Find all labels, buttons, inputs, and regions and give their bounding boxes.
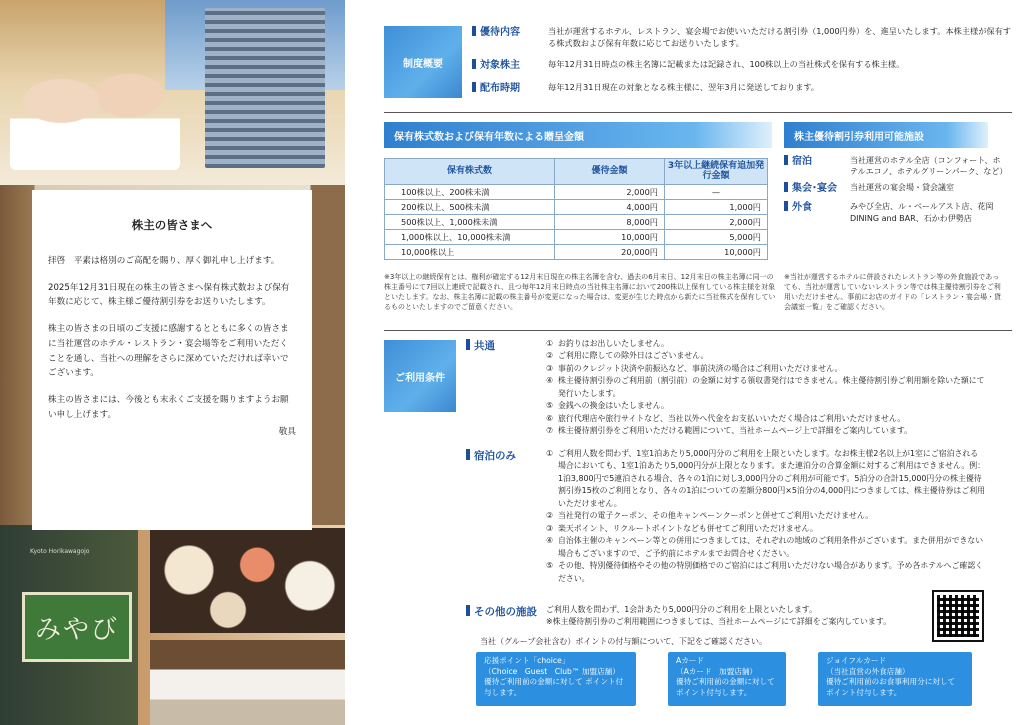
item-number: ⑤ [546,561,554,571]
table-cell: 100株以上、200株未満 [385,185,555,200]
item-number: ② [546,511,554,521]
overview-row-eligible [472,59,1012,74]
table-row [385,215,768,230]
table-cell: 10,000円 [555,230,665,245]
item-number: ③ [546,363,554,373]
miyabi-sign-text: みやび [34,614,119,645]
item-text: 楽天ポイント、リクルートポイントなども併せてご利用いただけません。 [558,523,818,533]
table-row [385,230,768,245]
table-cell: 5,000円 [665,230,768,245]
item-number: ⑦ [546,426,554,436]
item-number: ⑤ [546,401,554,411]
hotel-room-photo [150,640,345,725]
facility-text: 当社運営の宴会場・貸会議室 [850,183,954,193]
hotel-family-photo [0,0,345,185]
point-box-body: 優待ご利用前のお食事利用分に対して ポイント付与します。 [826,677,956,697]
hotel-building-photo [205,8,325,168]
overview-label: 優待内容 [472,26,536,50]
point-box-body: 優待ご利用前の金額に対して ポイント付与します。 [676,677,775,697]
overview-text: 毎年12月31日現在の対象となる株主様に、翌年3月に発送しております。 [548,82,820,93]
item-number: ① [546,339,554,348]
letter-greeting: 拝啓 平素は格別のご高配を賜り、厚く御礼申し上げます。 [48,255,280,266]
overview-label: 対象株主 [472,59,536,74]
table-cell: — [665,185,768,200]
point-box-title: 応援ポイント「choice」 [484,656,570,665]
item-text: 株主優待割引券のご利用前（割引前）の金額に対する領収書発行はできません。株主優待割引券ご利用額を除いた額にて発行いたします。 [558,376,985,398]
overview-tile: 制度概要 [384,26,462,98]
table-cell: 1,000株以上、10,000株未満 [385,230,555,245]
item-number: ② [546,351,554,361]
list-item [546,425,986,437]
table-header: 優待金額 [555,159,665,185]
item-text: 当社発行の電子クーポン、その他キャンペーンクーポンと併せてご利用いただけません。 [558,511,874,521]
facility-label: 外食 [784,201,848,223]
conditions-tile: ご利用条件 [384,340,456,412]
point-box-title: Aカード [676,656,704,665]
item-text: 自治体主催のキャンペーン等との併用につきましては、それぞれの地域のご利用条件がございます。また併用ができない場合もございますので、ご予約前にホテルまでお問合せください。 [558,536,984,558]
facilities-note: ※当社が運営するホテルに併設されたレストラン等の外食施設であっても、当社が運営していないレストラン等では株主優待割引券をご利用いただけません。事前にお店のガイドの「レストラン・宴会場・貸会議室一覧」をご確認ください。 [784,273,1001,312]
other-facilities-label: その他の施設 [466,604,537,619]
point-box-subtitle: （Aカード 加盟店舗） [676,666,758,676]
letter-closing: 敬具 [278,426,296,437]
list-item [546,523,986,535]
list-item [546,560,986,585]
letter-paragraph-4: 株主の皆さまには、今後とも末永くご支援を賜りますようお願い申し上げます。 [48,395,289,421]
point-box-title: ジョイフルカード [826,656,887,665]
item-text: ご利用に際しての除外日はございません。 [558,351,709,361]
table-row [385,200,768,215]
table-row [385,185,768,200]
facility-row-stay [784,155,1008,177]
other-facilities-text [546,604,926,629]
facility-row-banquet [784,182,1004,196]
section-divider [384,330,1012,331]
table-cell: 2,000円 [665,215,768,230]
facility-text: 当社運営のホテル全店（コンフォート、ホテルエコノ、ホテルグリーンパーク、など） [850,156,1008,177]
amount-note: ※3年以上の継続保有とは、権利が確定する12月末日現在の株主名簿を含む、過去の6月末日、12月末日の株主名簿に同一の株主番号にて7回以上連続で記載され、且つ毎年12月末日時点の当社株主名簿において200株以上保有している株主様を対象といたします。なお、株主名簿に記載の株主番号が変更になった場合は、変更が生じた時点から新たに当社株式を保有しているものといたしますのでご留意ください。 [384,273,776,312]
choice-points-box [476,652,636,706]
overview-text: 毎年12月31日時点の株主名簿に記載または記録され、100株以上の当社株式を保有する株主様。 [548,58,905,69]
item-text: 金銭への換金はいたしません。 [558,401,669,411]
facility-label: 集会･宴会 [784,182,848,196]
overview-text: 当社が運営するホテル、レストラン、宴会場でお使いいただける割引券（1,000円券）を、進呈いたします。本株主様が保有する株式数および保有年数に応じてお送りいたします。 [548,26,1011,48]
point-box-subtitle: （当社直営の外食店舗） [826,666,910,676]
overview-row-benefit [472,26,1012,50]
item-text: 事前のクレジット決済や前振込など、事前決済の場合はご利用いただけません。 [558,363,843,373]
japanese-food-photo [150,528,345,633]
stay-conditions-list [546,448,986,585]
list-item [546,375,986,400]
item-text: ご利用人数を問わず、1室1泊あたり5,000円分のご利用を上限といたします。なお株主様2名以上が1室にご宿泊される場合においても、1室1泊あたり5,000円分が上限となります。また連泊分の合算金額に対するご利用はできません。例：1泊3,800円で5連泊される場合、各々の1泊に対し3,000円分のご利用が可能です。5泊分の合計15,000円分の株主優待割引券15枚のご利用となり、各々の1泊についての差額分800円×5泊分の4,000円につきましては、株主優待券はご利用いただけません。 [558,449,986,508]
family-reading-photo [10,55,180,170]
list-item [546,350,986,362]
stay-conditions-label: 宿泊のみ [466,448,516,463]
section-divider [384,112,1012,113]
table-header: 3年以上継続保有追加発行金額 [665,159,768,185]
a-card-box [668,652,786,706]
table-cell: 10,000株以上 [385,245,555,260]
point-box-body: 優待ご利用前の金額に対して ポイント付与します。 [484,677,624,697]
other-facilities-line-2: ※株主優待割引券のご利用範囲につきましては、当社ホームページにて詳細をご案内しています。 [546,617,891,627]
common-conditions-list [546,338,986,438]
common-conditions-label: 共通 [466,338,495,353]
item-number: ③ [546,523,554,533]
list-item [546,338,986,350]
table-cell: 200株以上、500株未満 [385,200,555,215]
table-cell: 4,000円 [555,200,665,215]
facility-text: みやび全店、ル・ベールアスト店、花岡DINING and BAR、石かわ伊勢店 [850,202,994,223]
item-text: その他、特別優待価格やその他の特別価格でのご宿泊にはご利用いただけない場合があります。予め各ホテルへご確認ください。 [558,561,984,583]
item-text: 株主優待割引券をご利用いただける範囲について、当社ホームページ上で詳細をご案内しています。 [558,426,912,436]
item-text: お釣りはお出しいたしません。 [558,339,669,348]
letter-title: 株主の皆さまへ [131,218,213,232]
list-item [546,363,986,375]
table-header: 保有株式数 [385,159,555,185]
table-cell: 20,000円 [555,245,665,260]
list-item [546,448,986,510]
hotel-sign-text: Kyoto Horikawagojo [30,548,90,555]
table-cell: 2,000円 [555,185,665,200]
overview-row-timing [472,82,1012,97]
item-number: ⑥ [546,413,554,423]
miyabi-signboard [22,592,132,662]
table-cell: 1,000円 [665,200,768,215]
item-number: ④ [546,536,554,546]
left-photo-panel [0,0,345,725]
table-cell: 8,000円 [555,215,665,230]
table-cell: 500株以上、1,000株未満 [385,215,555,230]
item-number: ④ [546,376,554,386]
overview-section [472,26,1012,106]
facility-row-dining [784,201,1004,223]
list-item [546,535,986,560]
letter-paragraph-3: 株主の皆さまの日頃のご支援に感謝するとともに多くの皆さまに当社運営のホテル・レストラン・宴会場等をご利用いただくことを通し、当社への理解をさらに深めていただければ幸いでございます。 [48,324,289,379]
item-text: 旅行代理店や旅行サイトなど、当社以外へ代金をお支払いいただく場合はご利用いただけません。 [558,413,906,423]
holding-amount-table [384,158,768,260]
joyful-card-box [818,652,972,706]
overview-label: 配布時期 [472,82,536,97]
points-intro: 当社（グループ会社含む）ポイントの付与額について、下記をご確認ください。 [480,637,768,646]
table-cell: 10,000円 [665,245,768,260]
document-body [380,0,1020,725]
letter-paragraph-2: 2025年12月31日現在の株主の皆さまへ保有株式数および保有年数に応じて、株主様ご優待割引券をお送りいたします。 [48,282,290,308]
item-number: ① [546,449,554,458]
other-facilities-line-1: ご利用人数を問わず、1会計あたり5,000円分のご利用を上限といたします。 [546,605,817,614]
table-header-row [385,159,768,185]
amount-heading: 保有株式数および保有年数による贈呈金額 [384,122,772,148]
shareholder-letter [32,190,312,530]
facilities-list [784,155,1008,229]
point-box-subtitle: （Choice Guest Club™ 加盟店舗） [484,666,620,676]
list-item [546,413,986,425]
qr-code-icon[interactable] [934,592,982,640]
list-item [546,400,986,412]
table-row [385,245,768,260]
list-item [546,510,986,522]
facility-label: 宿泊 [784,155,848,177]
facilities-heading: 株主優待割引券利用可能施設 [784,122,988,148]
